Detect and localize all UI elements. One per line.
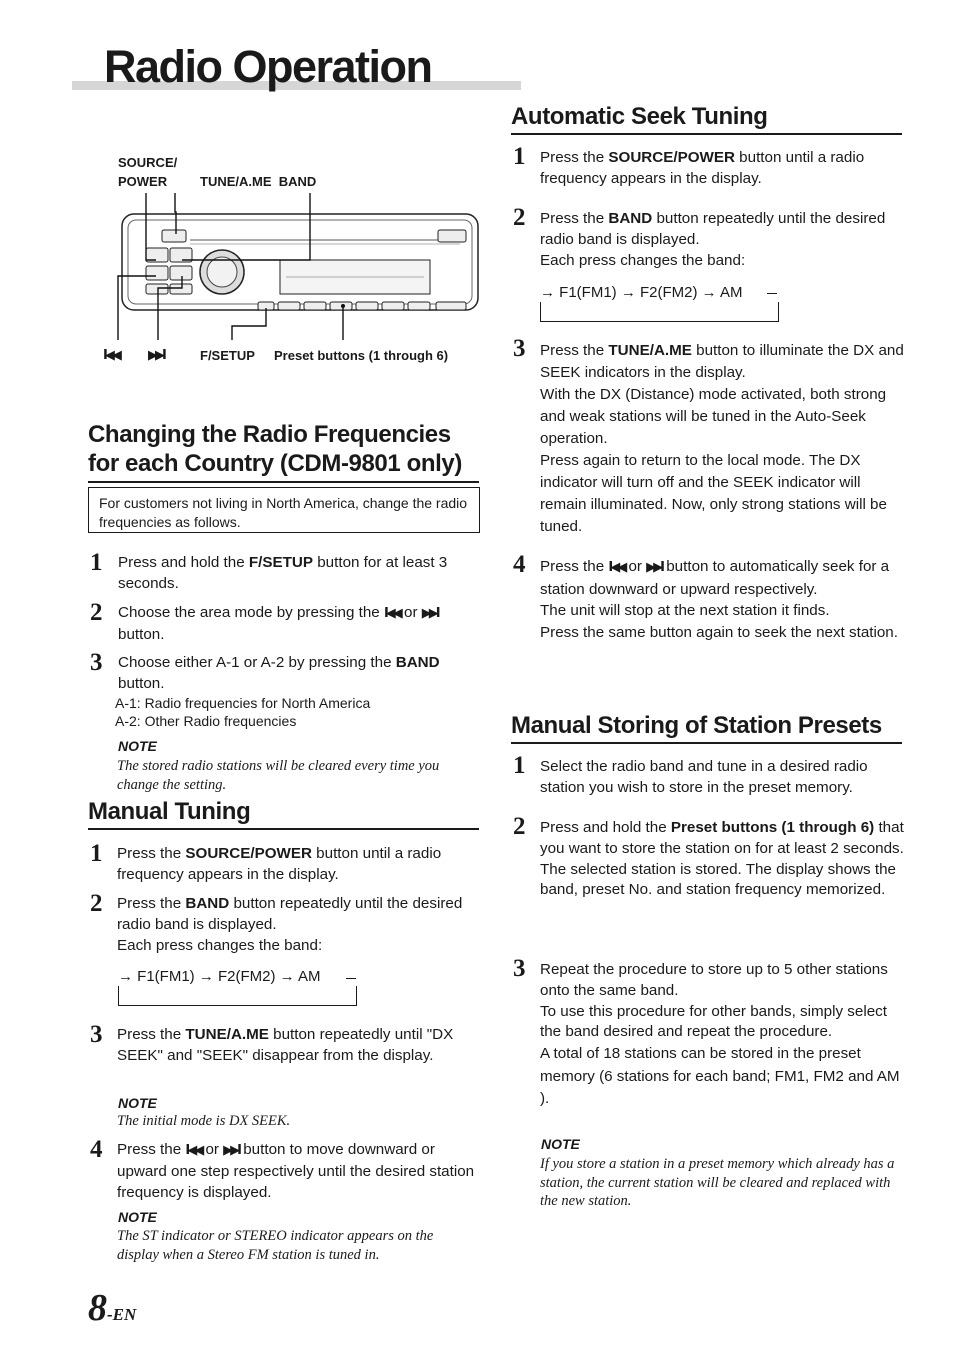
label-next-track: ▶▶I (148, 348, 164, 363)
presets-rule (511, 742, 902, 744)
manual-tuning-heading: Manual Tuning (88, 798, 251, 825)
step-number: 4 (90, 1136, 103, 1163)
step-number: 2 (90, 599, 103, 626)
presets-step-3: 3 Repeat the procedure to store up to 5 other stations onto the same band. To use this procedure for other bands, simply select the band desired and repeat the procedure. A total of 18 stations can be stored in the preset memory (6 stations for each band; FM1, FM2 and AM ). (513, 955, 900, 1108)
step-number: 2 (513, 204, 526, 231)
country-heading-line1: Changing the Radio Frequencies (88, 421, 451, 448)
label-power: POWER (118, 174, 168, 189)
presets-step-1: 1 Select the radio band and tune in a desired radio station you wish to store in the preset memory. (513, 752, 868, 796)
presets-heading: Manual Storing of Station Presets (511, 712, 882, 739)
page-number: 8-EN (88, 1287, 137, 1329)
step-number: 2 (513, 813, 526, 840)
page-title: Radio Operation (104, 41, 432, 92)
step-number: 1 (90, 840, 103, 867)
auto-band-flow-box (540, 302, 779, 322)
manual-note-1: The initial mode is DX SEEK. (117, 1113, 291, 1129)
step-number: 2 (90, 890, 103, 917)
country-step-3: 3 Choose either A-1 or A-2 by pressing the BAND button. (90, 649, 440, 692)
country-heading-rule (88, 481, 479, 483)
auto-step-4: 4 Press the I◀◀ or ▶▶I button to automatically seek for a station downward or upward respectively. The unit will stop at the next station it finds. Press the same button again to seek the next station. (513, 551, 898, 641)
label-tune-band: TUNE/A.ME BAND (200, 174, 317, 189)
manual-band-flow-tail (346, 978, 356, 979)
country-note: The stored radio stations will be cleared every time you change the setting. (117, 758, 440, 793)
country-intro-box: For customers not living in North America, change the radio frequencies as follows. (88, 487, 480, 533)
step-number: 3 (90, 1021, 103, 1048)
head-unit-illustration (110, 190, 490, 350)
option-a2: A-2: Other Radio frequencies (115, 713, 297, 729)
step-number: 4 (513, 551, 526, 578)
step-number: 1 (513, 752, 526, 779)
note-label: NOTE (541, 1136, 580, 1152)
manual-step-2: 2 Press the BAND button repeatedly until the desired radio band is displayed. Each press changes the band: (90, 890, 463, 954)
country-step-1: 1 Press and hold the F/SETUP button for at least 3 seconds. (90, 549, 448, 592)
manual-step-4: 4 Press the I◀◀ or ▶▶I button to move downward or upward one step respectively until the desired station frequency is displayed. (90, 1136, 475, 1201)
auto-band-flow: → F1(FM1) → F2(FM2) → AM (540, 284, 743, 301)
step-number: 1 (90, 549, 103, 576)
auto-band-flow-tail (767, 293, 777, 294)
label-prev-track: I◀◀ (103, 348, 119, 363)
label-preset-buttons: Preset buttons (1 through 6) (274, 348, 449, 363)
step-number: 3 (90, 649, 103, 676)
auto-seek-heading: Automatic Seek Tuning (511, 103, 768, 130)
step-number: 1 (513, 143, 526, 170)
auto-step-1: 1 Press the SOURCE/POWER button until a radio frequency appears in the display. (513, 143, 865, 187)
note-label: NOTE (118, 738, 157, 754)
manual-note-2: The ST indicator or STEREO indicator appears on the display when a Stereo FM station is tuned in. (117, 1228, 434, 1263)
manual-step-1: 1 Press the SOURCE/POWER button until a radio frequency appears in the display. (90, 840, 442, 883)
note-label: NOTE (118, 1209, 157, 1225)
auto-step-3: 3 Press the TUNE/A.ME button to illuminate the DX and SEEK indicators in the display. With the DX (Distance) mode activated, both strong and weak stations will be tuned in the Auto-Seek operation. Press again to return to the local mode. The DX indicator will turn off and the SEEK indicator will remain illuminated. Now, only strong stations will be tuned. (513, 335, 904, 535)
label-fsetup: F/SETUP (200, 348, 255, 363)
note-label: NOTE (118, 1095, 157, 1111)
manual-band-flow: → F1(FM1) → F2(FM2) → AM (118, 968, 321, 985)
country-heading (88, 420, 488, 478)
country-heading-line2: for each Country (CDM-9801 only) (88, 450, 462, 477)
step-number: 3 (513, 955, 526, 982)
manual-band-flow-box (118, 986, 357, 1006)
country-step-2: 2 Choose the area mode by pressing the I◀◀ or ▶▶I button. (90, 599, 438, 643)
auto-seek-rule (511, 133, 902, 135)
manual-step-3: 3 Press the TUNE/A.ME button repeatedly until "DX SEEK" and "SEEK" disappear from the display. (90, 1021, 454, 1064)
auto-step-2: 2 Press the BAND button repeatedly until the desired radio band is displayed. Each press changes the band: (513, 204, 886, 269)
option-a1: A-1: Radio frequencies for North America (115, 695, 371, 711)
label-source: SOURCE/ (118, 155, 178, 170)
manual-tuning-rule (88, 828, 479, 830)
presets-step-2: 2 Press and hold the Preset buttons (1 through 6) that you want to store the station on for at least 2 seconds. The selected station is stored. The display shows the band, preset No. and station frequency memorized. (513, 813, 904, 899)
step-number: 3 (513, 335, 526, 362)
presets-note: If you store a station in a preset memory which already has a station, the current station will be cleared and replaced with the new station. (540, 1156, 895, 1209)
